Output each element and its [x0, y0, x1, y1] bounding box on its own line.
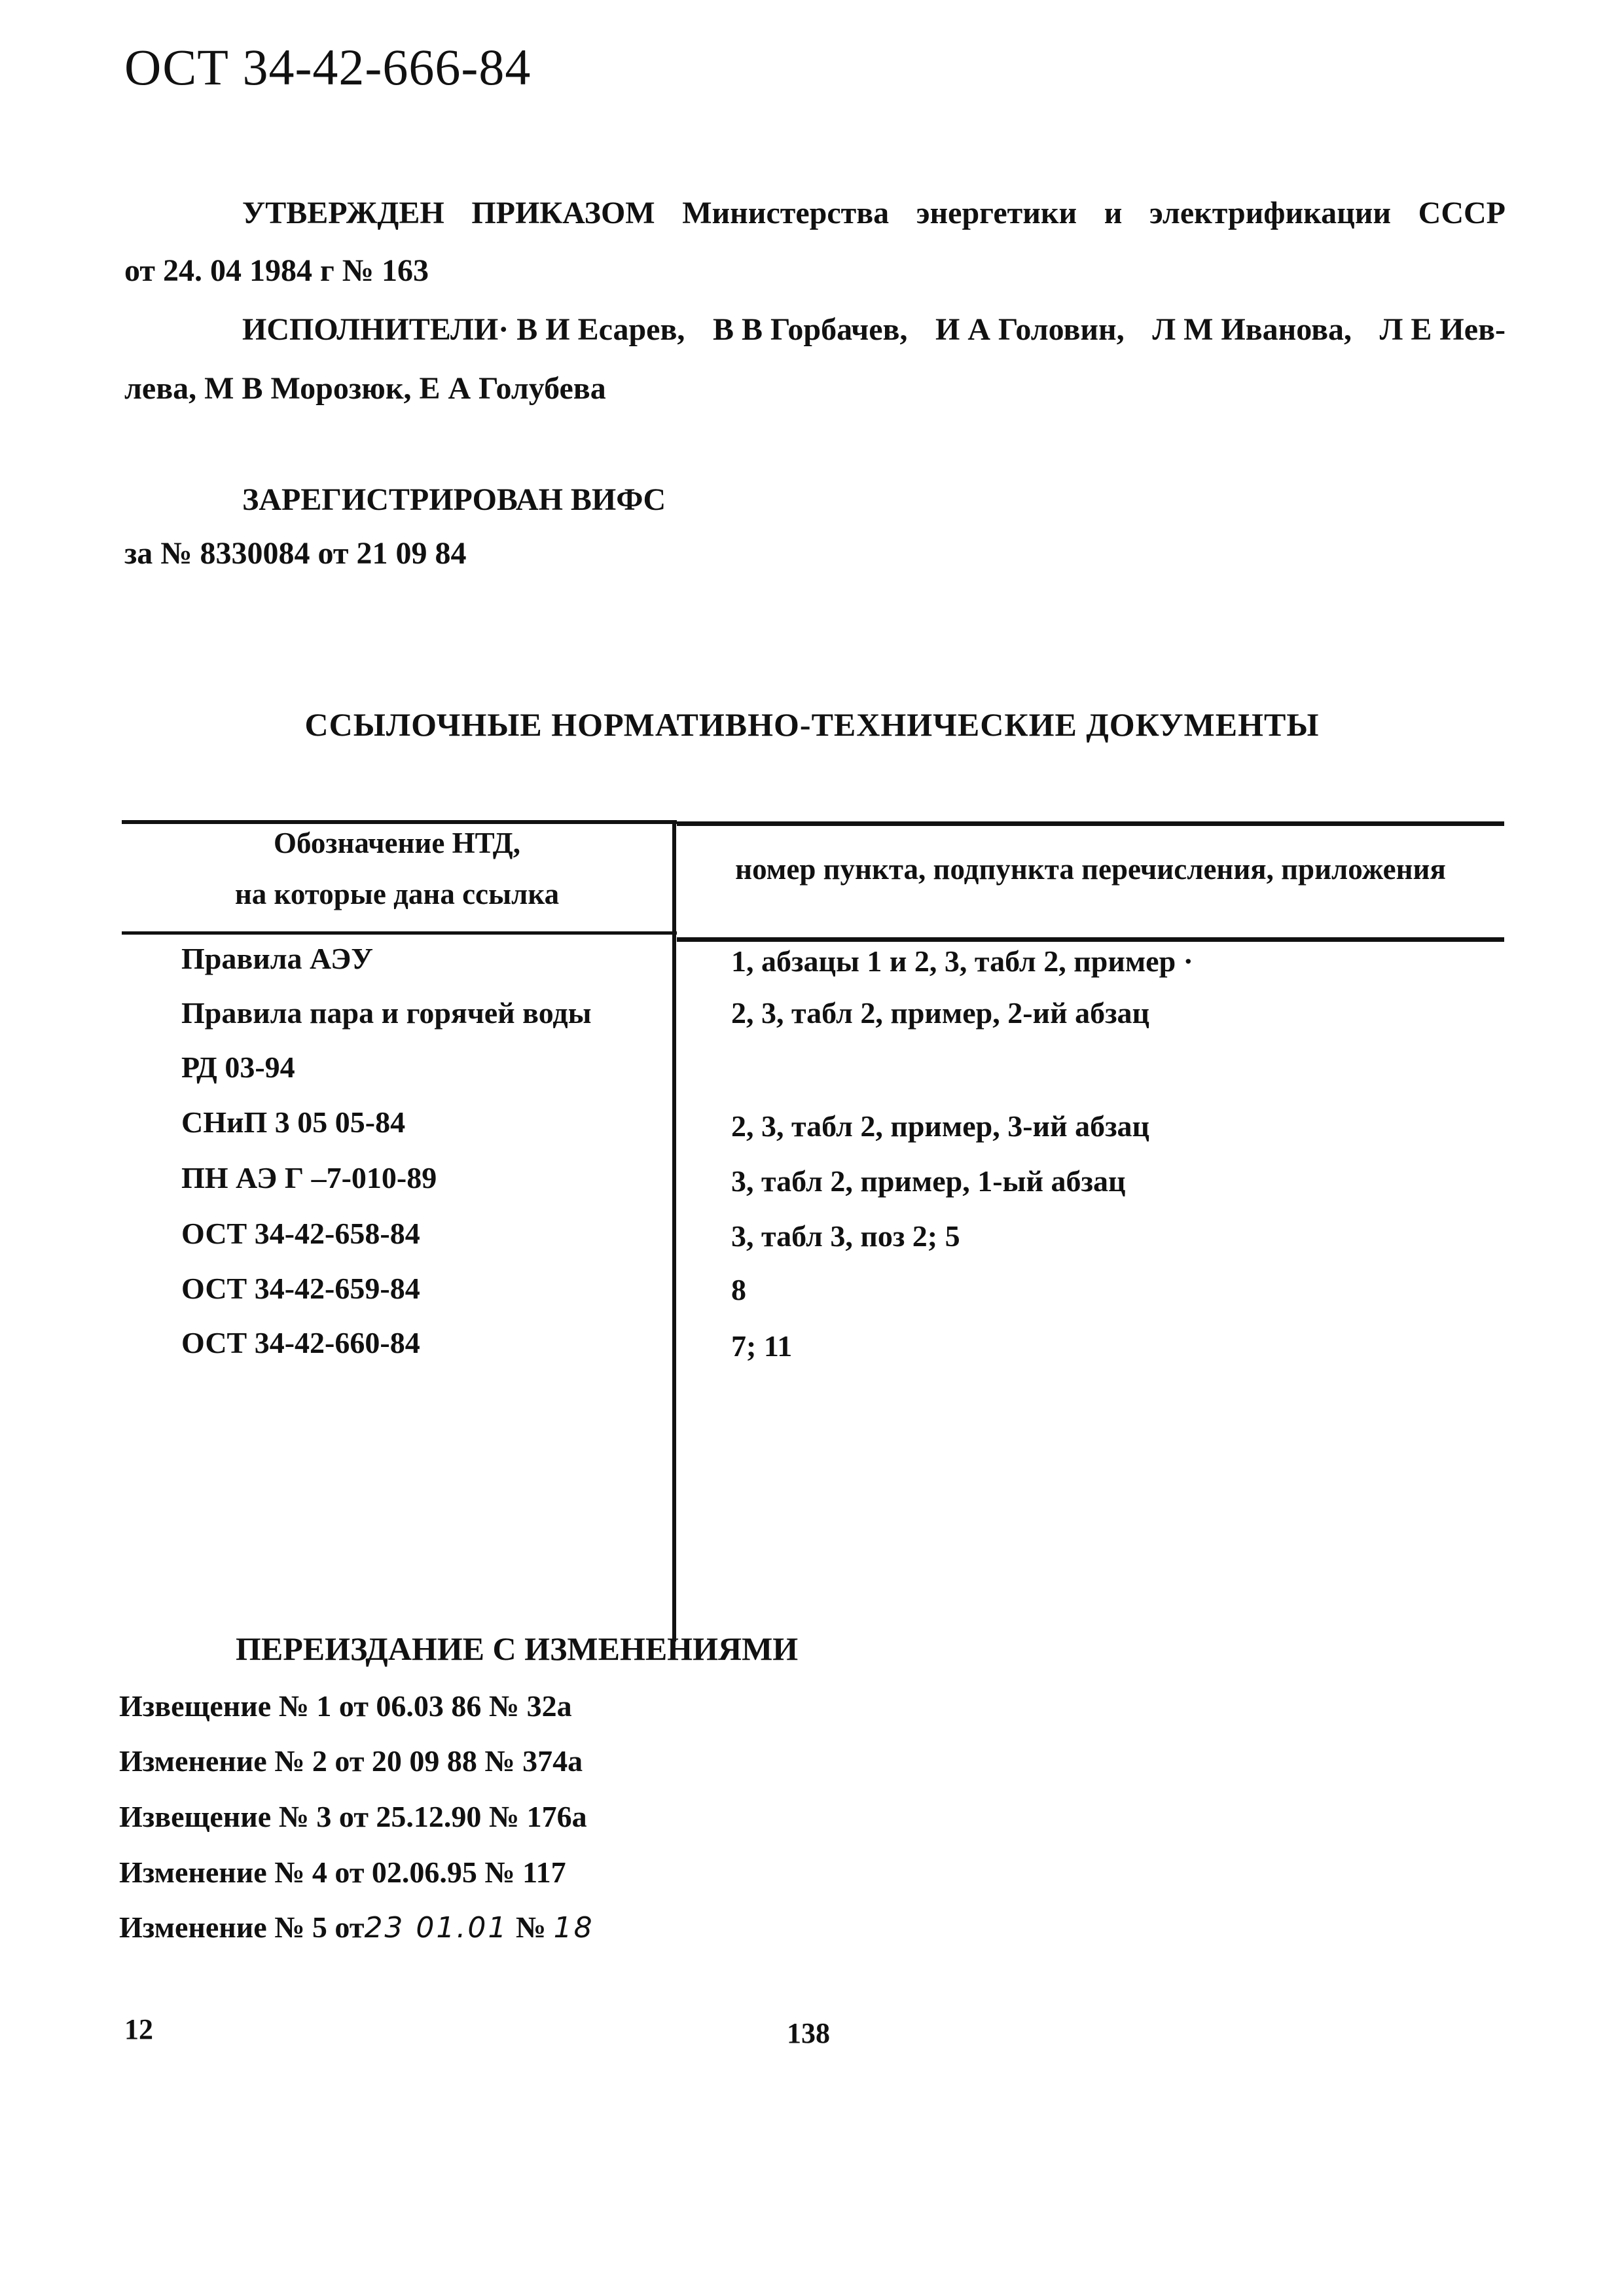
page-number-left: 12 [124, 2013, 153, 2045]
executor-name: Л М Иванова, [1152, 312, 1352, 347]
approved-word: Министерства [682, 196, 890, 230]
references-title: ССЫЛОЧНЫЕ НОРМАТИВНО-ТЕХНИЧЕСКИЕ ДОКУМЕНТЫ [304, 706, 1320, 743]
table-cell-doc: Правила пара и горячей воды [181, 996, 592, 1030]
document-code: ОСТ 34-42-666-84 [124, 39, 532, 96]
registered-number: за № 8330084 от 21 09 84 [124, 536, 467, 571]
table-cell-doc: СНиП 3 05 05-84 [181, 1105, 406, 1139]
table-header-rule [122, 931, 677, 935]
table-cell-doc: ОСТ 34-42-658-84 [181, 1217, 420, 1250]
approved-word: ПРИКАЗОМ [471, 196, 655, 230]
approved-word: и [1104, 196, 1123, 230]
approved-word: энергетики [916, 196, 1077, 230]
change-notice-line: Извещение № 3 от 25.12.90 № 176а [119, 1800, 587, 1833]
approved-word: СССР [1418, 196, 1506, 230]
table-column-divider [672, 820, 676, 1641]
approved-date-line: от 24. 04 1984 г № 163 [124, 253, 429, 288]
handwritten-number: 18 [553, 1911, 594, 1945]
approved-word: электрификации [1149, 196, 1392, 230]
table-cell-ref: 3, табл 3, поз 2; 5 [731, 1219, 960, 1253]
change-notice-line [119, 1910, 594, 1945]
table-header-ref: номер пункта, подпункта перечисления, приложения [735, 853, 1446, 886]
change-notice-line: Извещение № 1 от 06.03 86 № 32а [119, 1689, 572, 1723]
table-cell-doc: ПН АЭ Г –7-010-89 [181, 1161, 437, 1194]
table-cell-doc: Правила АЭУ [181, 942, 374, 975]
registered-heading: ЗАРЕГИСТРИРОВАН ВИФС [242, 482, 666, 517]
table-cell-ref: 2, 3, табл 2, пример, 3-ий абзац [731, 1109, 1150, 1143]
table-cell-doc: ОСТ 34-42-660-84 [181, 1326, 420, 1359]
table-cell-doc: РД 03-94 [181, 1050, 295, 1084]
change-prefix: Изменение № 5 от [119, 1910, 365, 1944]
reissue-title: ПЕРЕИЗДАНИЕ С ИЗМЕНЕНИЯМИ [236, 1630, 799, 1667]
executors-line [242, 312, 1506, 348]
table-cell-ref: 7; 11 [731, 1329, 793, 1363]
change-notice-line: Изменение № 4 от 02.06.95 № 117 [119, 1856, 566, 1889]
table-cell-ref: 3, табл 2, пример, 1-ый абзац [731, 1164, 1126, 1198]
change-notice-line: Изменение № 2 от 20 09 88 № 374а [119, 1744, 583, 1778]
table-header-rule [677, 937, 1504, 942]
change-number-label: № [508, 1910, 554, 1944]
table-top-rule [677, 821, 1504, 826]
executor-name: ИСПОЛНИТЕЛИ· В И Есарев, [242, 312, 685, 347]
executors-continuation: лева, М В Морозюк, Е А Голубева [124, 371, 606, 406]
approved-word: УТВЕРЖДЕН [242, 196, 444, 230]
table-cell-ref: 2, 3, табл 2, пример, 2-ий абзац [731, 996, 1150, 1030]
table-header-doc: Обозначение НТД, [274, 827, 520, 859]
approved-by-order-line [242, 195, 1506, 231]
executor-name: И А Головин, [935, 312, 1125, 347]
handwritten-date: 23 01.01 [364, 1911, 509, 1945]
table-cell-doc: ОСТ 34-42-659-84 [181, 1272, 420, 1305]
table-cell-ref: 1, абзацы 1 и 2, 3, табл 2, пример · [731, 944, 1193, 978]
table-cell-ref: 8 [731, 1273, 746, 1306]
executor-name: В В Горбачев, [713, 312, 908, 347]
executor-name: Л Е Иев- [1379, 312, 1506, 347]
table-top-rule [122, 820, 677, 824]
page-number-center: 138 [787, 2017, 830, 2049]
table-header-doc: на которые дана ссылка [234, 878, 560, 910]
